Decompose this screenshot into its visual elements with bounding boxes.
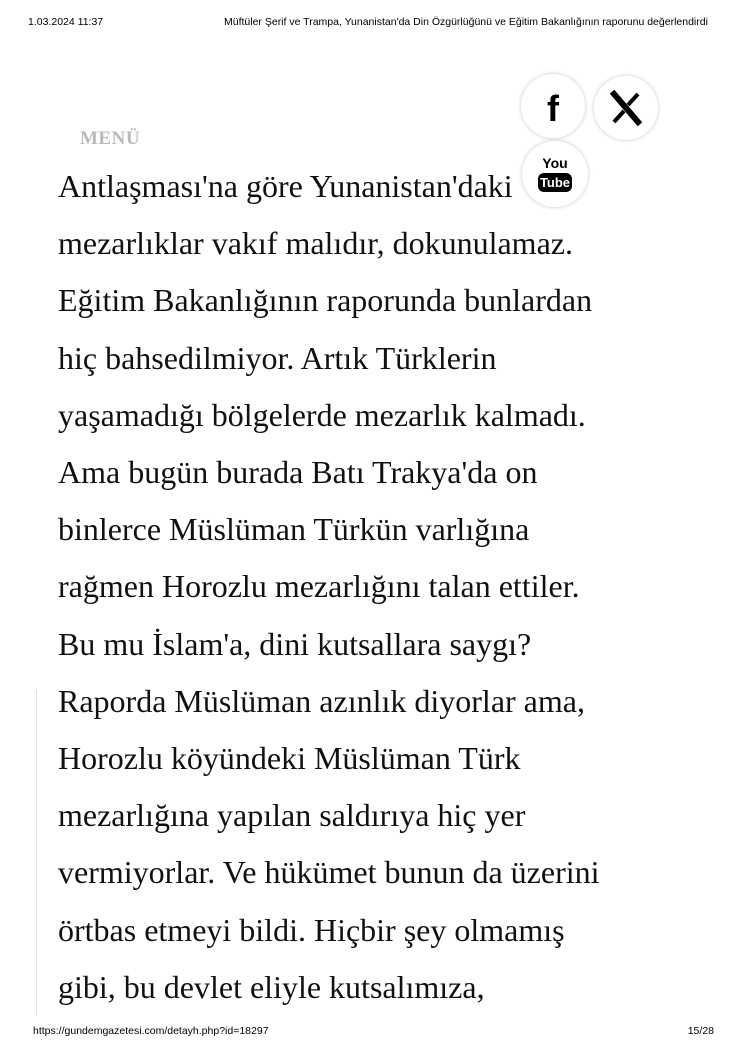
print-page-title: Müftüler Şerif ve Trampa, Yunanistan'da Din Özgürlüğünü ve Eğitim Bakanlığının raporunu değerlendirdi [224,16,708,28]
left-divider [36,690,37,1015]
print-date: 1.03.2024 11:37 [28,16,104,28]
print-page-number: 15/28 [687,1025,714,1037]
youtube-icon [533,152,577,196]
print-url: https://gundemgazetesi.com/detayh.php?id=18297 [33,1025,269,1037]
youtube-button[interactable] [522,141,588,207]
print-footer [33,1025,714,1041]
youtube-you-text: You [542,155,568,171]
facebook-icon: f [547,88,559,129]
facebook-button[interactable] [521,74,585,138]
print-header [28,16,710,32]
article-body [58,150,718,1018]
article-text: Antlaşması'na göre Yunanistan'daki mezarlıklar vakıf malıdır, dokunulamaz. Eğitim Bakanlığının raporunda bunlardan hiç bahsedilmiyor. Artık Türklerin yaşamadığı bölgelerde mezarlık kalmadı. Ama bugün burada Batı Trakya'da on binlerce Müslüman Türkün varlığına rağmen Horozlu mezarlığını talan ettiler. Bu mu İslam'a, dini kutsallara saygı? Raporda Müslüman azınlık diyorlar ama, Horozlu köyündeki Müslüman Türk mezarlığına yapılan saldırıya hiç yer vermiyorlar. Ve hükümet bunun da üzerini örtbas etmeyi bildi. Hiçbir şey olmamış gibi, bu devlet eliyle kutsalımıza, [58,168,600,1005]
menu-button[interactable]: MENÜ [80,128,141,149]
youtube-tube-text: Tube [539,175,571,190]
x-icon [606,88,646,128]
x-twitter-button[interactable] [594,76,658,140]
